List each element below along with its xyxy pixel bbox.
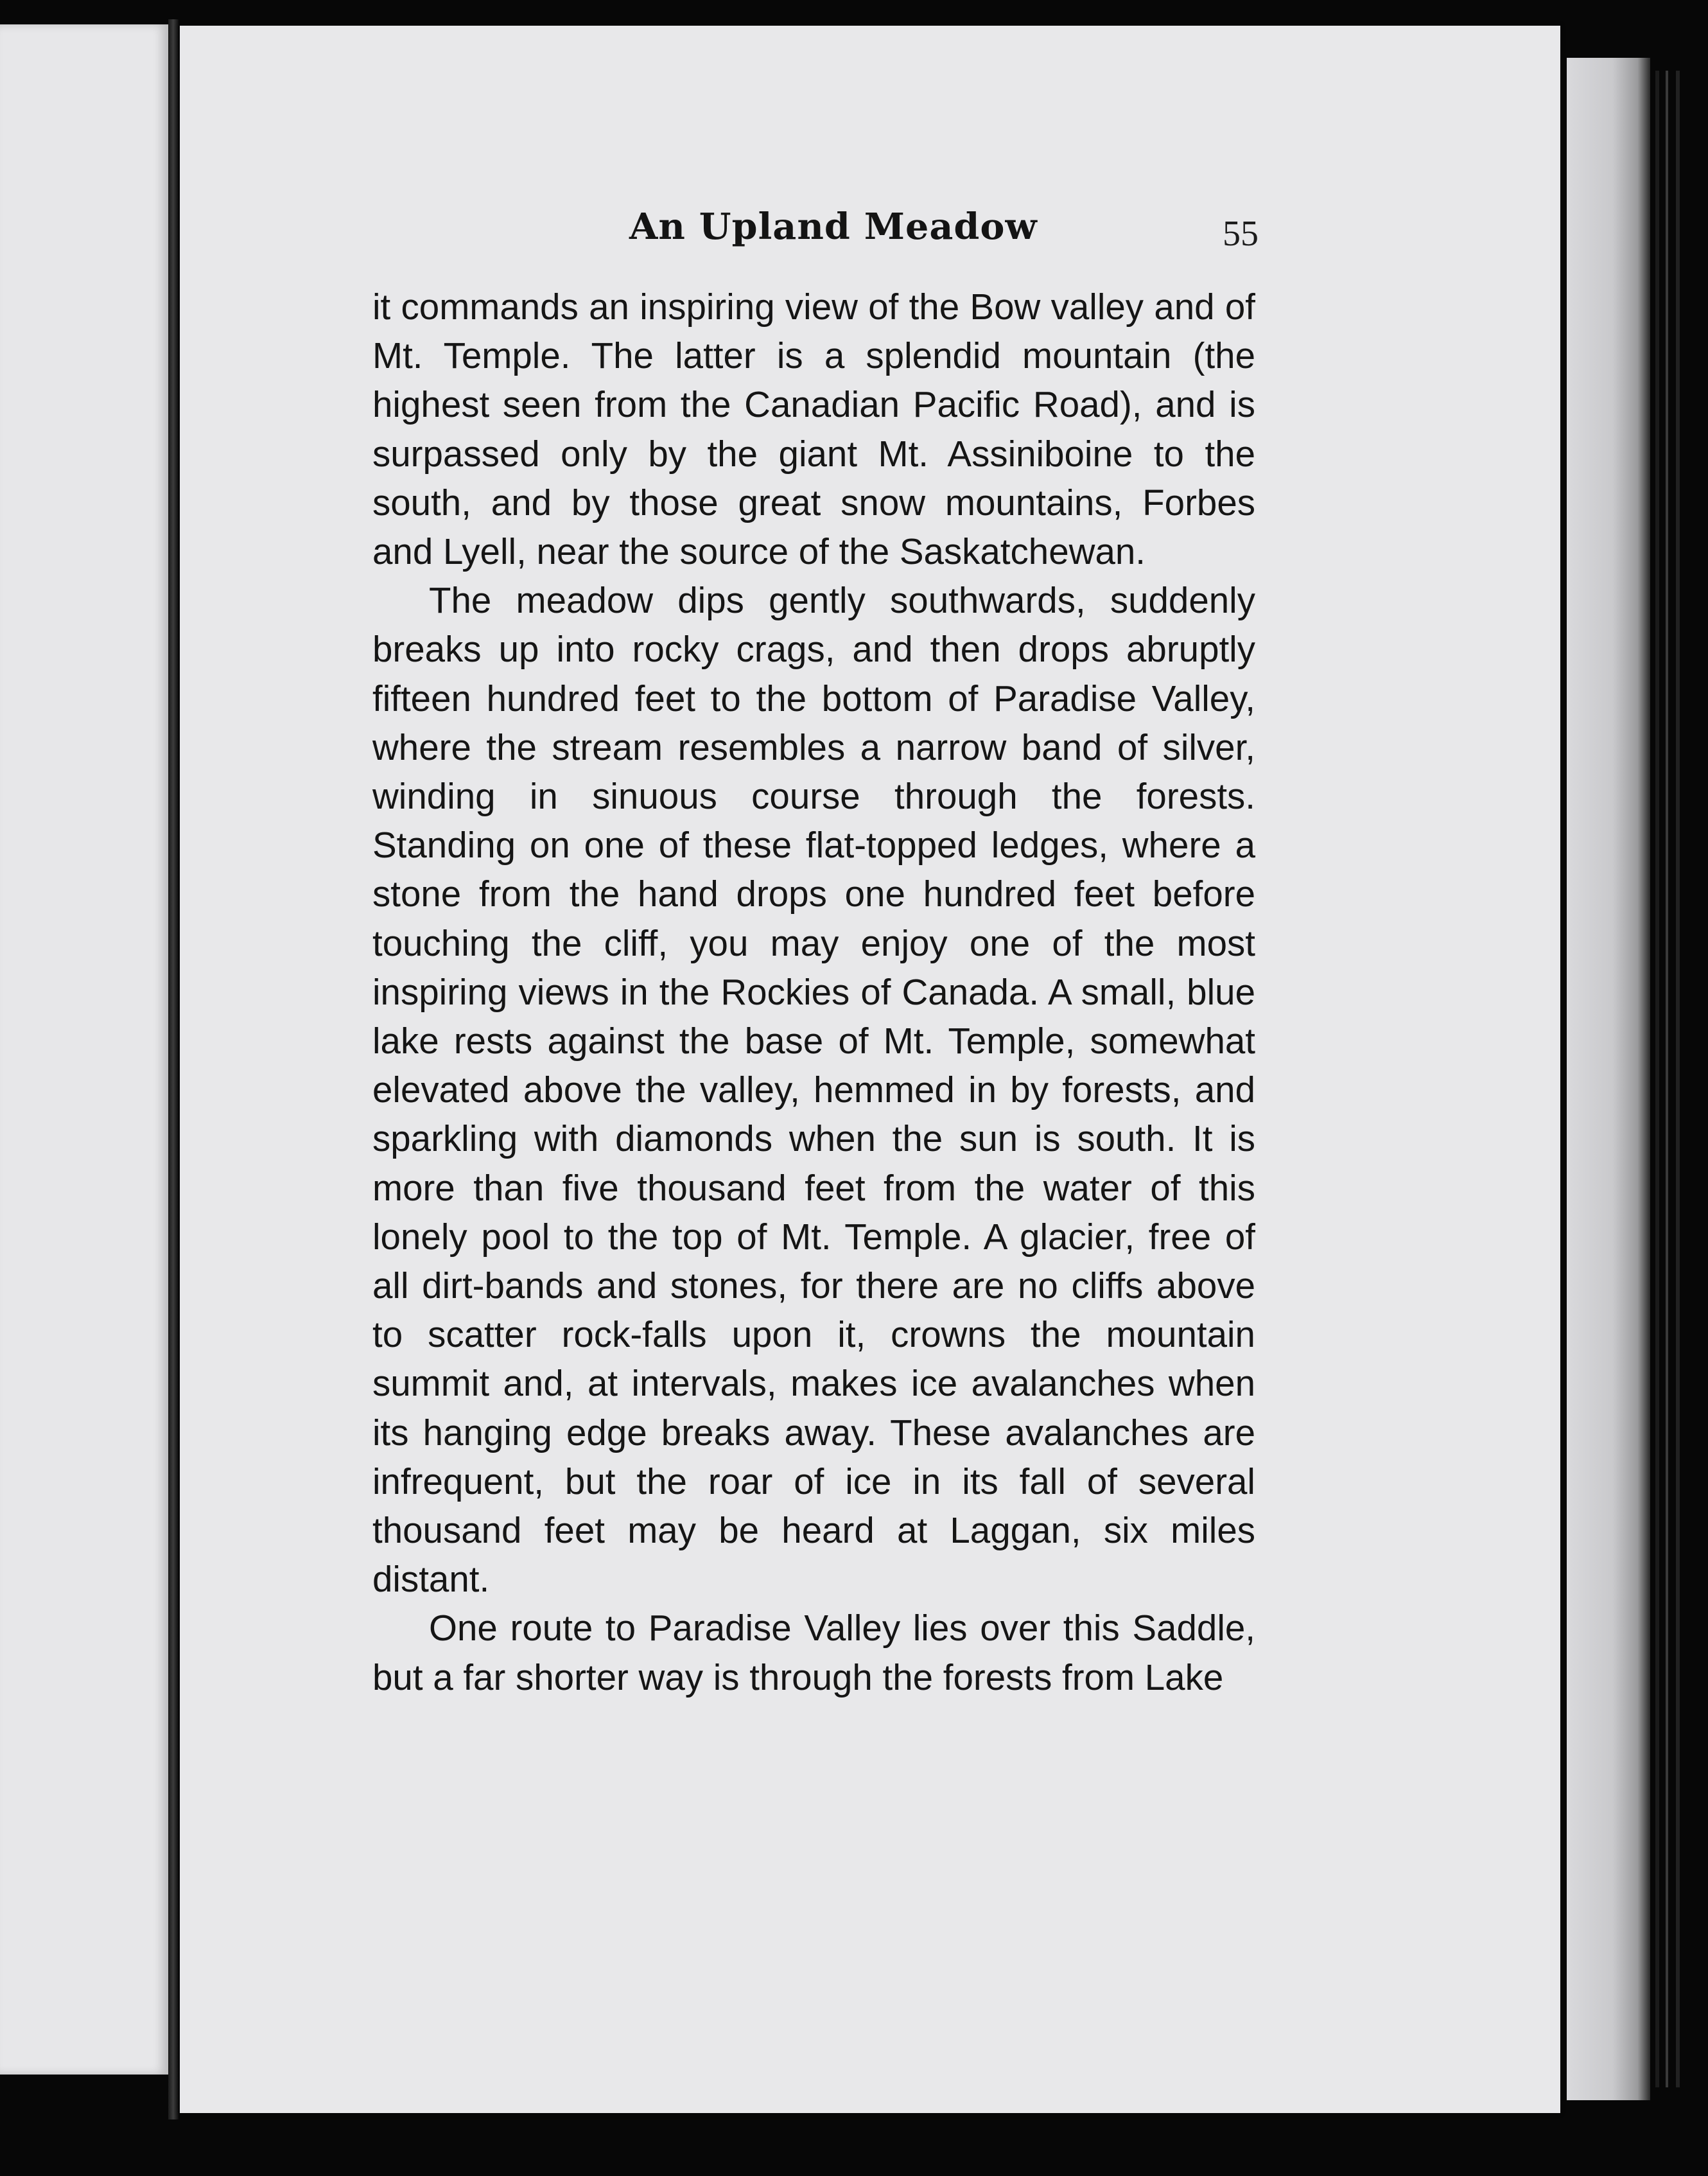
paragraph-meadow: The meadow dips gently southwards, suddenly breaks up into rocky crags, and then drops abruptly fifteen hundred feet to the bottom of Paradise Valley, where the stream resembles a narrow band of silver, winding in sinuous course through the forests. Standing on one of these flat-topped ledges, where a stone from the hand drops one hundred feet before touching the cliff, you may enjoy one of the most inspiring views in the Rockies of Canada. A small, blue lake rests against the base of Mt. Temple, somewhat elevated above the valley, hemmed in by forests, and sparkling with diamonds when the sun is south. It is more than five thousand feet from the water of this lonely pool to the top of Mt. Temple. A glacier, free of all dirt-bands and stones, for there are no cliffs above to scatter rock-falls upon it, crowns the mountain summit and, at intervals, makes ice avalanches when its hanging edge breaks away. These avalanches are infrequent, but the roar of ice in its fall of several thousand feet may be heard at Laggan, six miles distant. (372, 580, 1255, 1600)
page-header (372, 206, 1259, 270)
page-edge-line (1655, 71, 1659, 2087)
page-edge-line (1666, 71, 1668, 2087)
running-head: An Upland Meadow (629, 206, 1038, 248)
paragraph-route: One route to Paradise Valley lies over this Saddle, but a far shorter way is through the forests from Lake (372, 1608, 1255, 1698)
paragraph-continued: it commands an inspiring view of the Bow valley and of Mt. Temple. The latter is a splendid mountain (the highest seen from the Canadian Pacific Road), and is surpassed only by the giant Mt. Assiniboine to the south, and by those great snow mountains, Forbes and Lyell, near the source of the Saskatchewan. (372, 286, 1255, 572)
book-gutter (168, 19, 179, 2119)
page-edges (1567, 58, 1650, 2100)
facing-page (0, 24, 168, 2075)
body-text (372, 283, 1255, 1702)
page-edge-line (1676, 71, 1680, 2087)
page-number: 55 (1223, 214, 1259, 254)
